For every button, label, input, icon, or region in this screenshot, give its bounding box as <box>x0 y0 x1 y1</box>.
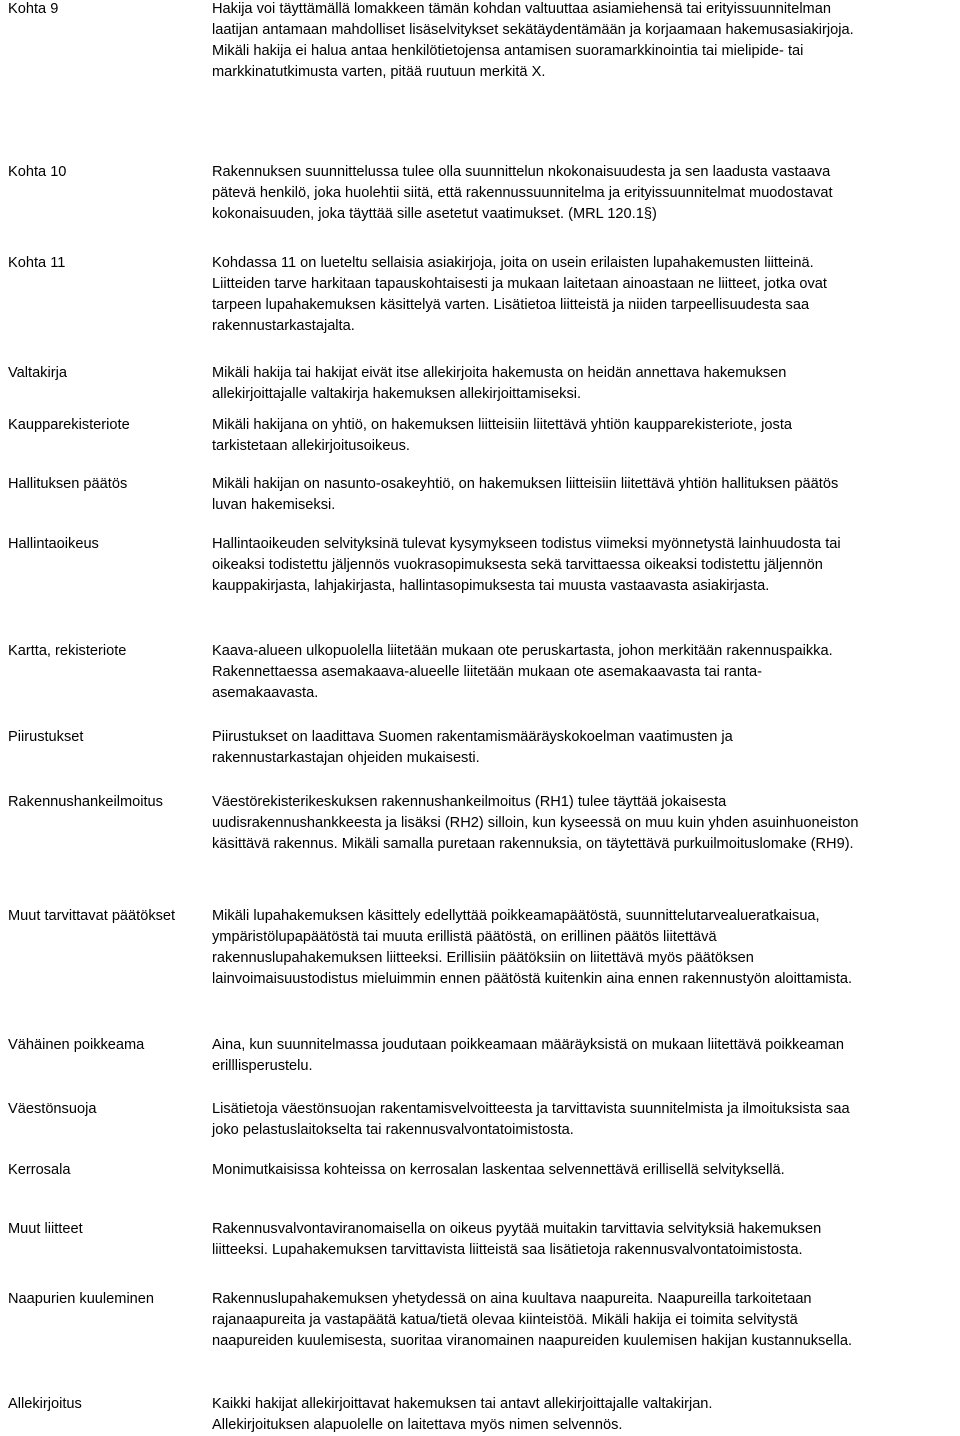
text-line: Hallintaoikeuden selvityksinä tulevat kysymykseen todistus viimeksi myönnetystä lainhuudosta tai <box>212 536 841 552</box>
text-line: Rakennusvalvontaviranomaisella on oikeus pyytää muitakin tarvittavia selvityksiä hakemuksen <box>212 1221 822 1237</box>
section-text <box>212 1289 960 1352</box>
text-line: rakennustarkastajalta. <box>212 318 355 334</box>
text-line: Mikäli hakijan on nasunto-osakeyhtiö, on hakemuksen liitteisiin liitettävä yhtiön hallituksen päätös <box>212 476 839 492</box>
text-line: käsittävä rakennus. Mikäli samalla puretaan rakennuksia, on täytettävä purkuilmoituslomake (RH9). <box>212 836 854 852</box>
section-label: Kerrosala <box>8 1162 71 1178</box>
section-text <box>212 162 960 225</box>
text-line: luvan hakemiseksi. <box>212 497 336 513</box>
section-text <box>212 641 960 704</box>
text-line: laatijan antamaan mahdolliset lisäselvitykset sekätäydentämään ja korjaamaan hakemusasiakirjoja. <box>212 22 854 38</box>
text-line: kauppakirjasta, lahjakirjasta, hallintasopimuksesta tai muusta vastaavasta asiakirjasta. <box>212 578 770 594</box>
text-line: Väestörekisterikeskuksen rakennushankeilmoitus (RH1) tulee täyttää jokaisesta <box>212 794 727 810</box>
section-label: Kohta 9 <box>8 1 59 17</box>
section-label: Valtakirja <box>8 365 67 381</box>
section-text <box>212 1035 960 1077</box>
section-label: Väestönsuoja <box>8 1101 97 1117</box>
text-line: joko pelastuslaitokselta tai rakennusvalvontatoimistosta. <box>212 1122 574 1138</box>
text-line: Mikäli hakijana on yhtiö, on hakemuksen liitteisiin liitettävä yhtiön kaupparekisteriote, josta <box>212 417 793 433</box>
text-line: Mikäli lupahakemuksen käsittely edellyttää poikkeamapäätöstä, suunnittelutarvealueratkaisua, <box>212 908 820 924</box>
section-text <box>212 0 960 83</box>
section-label: Kartta, rekisteriote <box>8 643 127 659</box>
text-line: allekirjoittajalle valtakirja hakemuksen allekirjoittamiseksi. <box>212 386 582 402</box>
section-text <box>212 1160 960 1181</box>
section-label: Kaupparekisteriote <box>8 417 130 433</box>
section-label: Vähäinen poikkeama <box>8 1037 145 1053</box>
text-line: Kaikki hakijat allekirjoittavat hakemuksen tai antavt allekirjoittajalle valtakirjan. <box>212 1396 713 1412</box>
text-line: Aina, kun suunnitelmassa joudutaan poikkeamaan määräyksistä on mukaan liitettävä poikkeaman <box>212 1037 844 1053</box>
text-line: Kaava-alueen ulkopuolella liitetään mukaan ote peruskartasta, johon merkitään rakennuspaikka. <box>212 643 833 659</box>
text-line: naapureiden kuulemisesta, suoritaa viranomainen naapureiden kuulemisen hakijan kustannuksella. <box>212 1333 853 1349</box>
text-line: ympäristölupapäätöstä tai muuta erillistä päätöstä, on erillinen päätös liitettävä <box>212 929 717 945</box>
text-line: tarpeen lupahakemuksen käsittelyä varten. Lisätietoa liitteistä ja niiden tarpeellisuudesta saa <box>212 297 810 313</box>
section-text <box>212 253 960 337</box>
text-line: erilllisperustelu. <box>212 1058 313 1074</box>
section-label: Hallintaoikeus <box>8 536 99 552</box>
section-text <box>212 727 960 769</box>
section-label: Hallituksen päätös <box>8 476 128 492</box>
text-line: liitteeksi. Lupahakemuksen tarvittavista liitteistä saa lisätietoja rakennusvalvontatoimistosta. <box>212 1242 803 1258</box>
section-text <box>212 1099 960 1141</box>
section-text <box>212 415 960 457</box>
text-line: rakennuslupahakemuksen liitteeksi. Erillisiin päätöksiin on liitettävä myös päätöksen <box>212 950 754 966</box>
text-line: rajanaapureita ja vastapäätä katua/tietä olevaa kiinteistöä. Mikäli hakija ei toimita selvitystä <box>212 1312 798 1328</box>
text-line: Mikäli hakija tai hakijat eivät itse allekirjoita hakemusta on heidän annettava hakemuksen <box>212 365 787 381</box>
text-line: Rakennuksen suunnittelussa tulee olla suunnittelun nkokonaisuudesta ja sen laadusta vastaava <box>212 164 831 180</box>
section-label: Rakennushankeilmoitus <box>8 794 163 810</box>
text-line: Mikäli hakija ei halua antaa henkilötietojensa antamisen suoramarkkinointia tai mielipide- tai <box>212 43 804 59</box>
section-text <box>212 792 960 855</box>
text-line: Lisätietoja väestönsuojan rakentamisvelvoitteesta ja tarvittavista suunnitelmista ja ilmoituksista saa <box>212 1101 850 1117</box>
section-label: Piirustukset <box>8 729 84 745</box>
text-line: lainvoimaisuustodistus mieluimmin ennen päätöstä kuitenkin aina ennen rakennustyön aloittamista. <box>212 971 853 987</box>
section-label: Allekirjoitus <box>8 1396 82 1412</box>
text-line: asemakaavasta. <box>212 685 319 701</box>
text-line: markkinatutkimusta varten, pitää ruutuun merkitä X. <box>212 64 546 80</box>
text-line: Monimutkaisissa kohteissa on kerrosalan laskentaa selvennettävä erillisellä selvityksellä. <box>212 1162 785 1178</box>
text-line: tarkistetaan allekirjoitusoikeus. <box>212 438 410 454</box>
text-line: rakennustarkastajan ohjeiden mukaisesti. <box>212 750 480 766</box>
section-label: Naapurien kuuleminen <box>8 1291 155 1307</box>
section-text <box>212 906 960 990</box>
section-text <box>212 534 960 597</box>
section-label: Kohta 11 <box>8 255 66 271</box>
section-text <box>212 1219 960 1261</box>
text-line: Allekirjoituksen alapuolelle on laitettava myös nimen selvennös. <box>212 1417 623 1433</box>
text-line: Kohdassa 11 on lueteltu sellaisia asiakirjoja, joita on usein erilaisten lupahakemusten liitteinä. <box>212 255 814 271</box>
text-line: Liitteiden tarve harkitaan tapauskohtaisesti ja mukaan laitetaan ainoastaan ne liitteet, jotka ovat <box>212 276 827 292</box>
text-line: kokonaisuuden, joka täyttää sille asetetut vaatimukset. (MRL 120.1§) <box>212 206 657 222</box>
text-line: Rakennettaessa asemakaava-alueelle liitetään mukaan ote asemakaavasta tai ranta- <box>212 664 763 680</box>
section-text <box>212 363 960 405</box>
section-label: Muut tarvittavat päätökset <box>8 908 176 924</box>
text-line: Hakija voi täyttämällä lomakkeen tämän kohdan valtuuttaa asiamiehensä tai erityissuunnitelman <box>212 1 831 17</box>
text-line: Rakennuslupahakemuksen yhetydessä on aina kuultava naapureita. Naapureilla tarkoitetaan <box>212 1291 812 1307</box>
text-line: pätevä henkilö, joka huolehtii siitä, että rakennussuunnitelma ja erityissuunnitelmat muodostavat <box>212 185 833 201</box>
text-line: uudisrakennushankkeesta ja lisäksi (RH2) silloin, kun kyseessä on muu kuin yhden asuinhuoneiston <box>212 815 859 831</box>
section-text <box>212 1394 960 1436</box>
section-text <box>212 474 960 516</box>
section-label: Muut liitteet <box>8 1221 83 1237</box>
text-line: oikeaksi todistettu jäljennös vuokrasopimuksesta sekä tarvittaessa oikeaksi todistettu jäljennön <box>212 557 823 573</box>
section-label: Kohta 10 <box>8 164 67 180</box>
text-line: Piirustukset on laadittava Suomen rakentamismääräyskokoelman vaatimusten ja <box>212 729 733 745</box>
